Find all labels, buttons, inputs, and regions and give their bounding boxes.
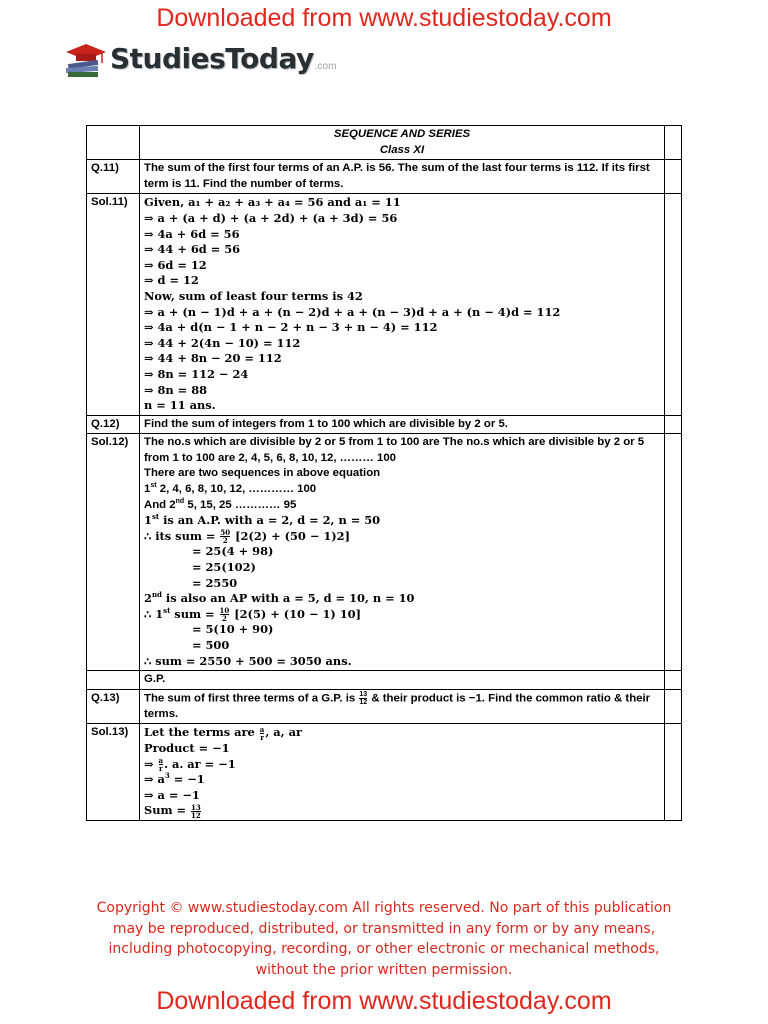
page-title: SEQUENCE AND SERIES — [333, 128, 471, 140]
solution-line: There are two sequences in above equation — [144, 467, 381, 480]
table-header-row — [87, 126, 682, 160]
solution-line: Product = −1 — [144, 741, 230, 756]
solution-line: ⇒ 4a + 6d = 56 — [144, 226, 240, 241]
solution-line: Given, a₁ + a₂ + a₃ + a₄ = 56 and a₁ = 11 — [144, 195, 401, 210]
fraction: $\frac{10}{2}$ — [219, 606, 230, 624]
solution-line: ∴ 1st sum = $\frac{10}{2}$ [2(5) + (10 − 1) 10] — [144, 606, 361, 624]
solution-line: ⇒ a + (a + d) + (a + 2d) + (a + 3d) = 56 — [144, 210, 398, 225]
solution-line: ⇒ 4a + d(n − 1 + n − 2 + n − 3 + n − 4) = 112 — [144, 320, 438, 335]
solution-line: And 2nd 5, 15, 25 ………… 95 — [144, 497, 297, 511]
top-download-banner: Downloaded from www.studiestoday.com — [156, 4, 612, 32]
solution-line: = 5(10 + 90) — [192, 622, 274, 637]
question-text: Find the sum of integers from 1 to 100 which are divisible by 2 or 5. — [140, 415, 665, 434]
solution-line: 2nd is also an AP with a = 5, d = 10, n = 10 — [144, 590, 415, 606]
books-mortarboard-icon — [62, 38, 108, 78]
solution-line: ⇒ 44 + 2(4n − 10) = 112 — [144, 335, 301, 350]
qa-table — [86, 125, 682, 821]
copyright-notice: Copyright © www.studiestoday.com All rights reserved. No part of this publication may be reproduced, distributed, or transmitted in any form or by any means, including photocopying, recording, or other electronic or mechanical methods, without the prior written permission. — [96, 900, 672, 978]
question-label: Q.12) — [87, 415, 140, 434]
section-heading: G.P. — [140, 671, 665, 690]
solution-line: = 500 — [192, 638, 230, 652]
solution-line: ⇒ 44 + 8n − 20 = 112 — [144, 351, 282, 366]
question-label: Q.13) — [87, 689, 140, 724]
table-row — [87, 689, 682, 724]
table-row — [87, 671, 682, 690]
solution-line: ⇒ $\frac{a}{r}$ . a. ar = −1 — [144, 756, 236, 774]
solution-body — [140, 724, 665, 821]
page-subtitle: Class XI — [379, 143, 425, 156]
solution-line: ⇒ 8n = 112 − 24 — [144, 366, 249, 381]
solution-line: Let the terms are $\frac{a}{r}$ , a, ar — [144, 724, 302, 742]
table-row — [87, 434, 682, 671]
logo-wordmark: StudiesToday — [110, 41, 314, 75]
solution-body — [140, 194, 665, 415]
solution-body — [140, 434, 665, 671]
solution-line: n = 11 ans. — [144, 398, 216, 413]
table-row — [87, 415, 682, 434]
solution-line: Now, sum of least four terms is 42 — [144, 288, 363, 303]
solution-line: 1st is an A.P. with a = 2, d = 2, n = 50 — [144, 512, 381, 528]
solution-label: Sol.12) — [87, 434, 140, 671]
solution-line: = 25(4 + 98) — [192, 544, 274, 559]
solution-line: 1st 2, 4, 6, 8, 10, 12, ………… 100 — [144, 482, 317, 496]
table-row — [87, 160, 682, 194]
solution-line: ⇒ a = −1 — [144, 787, 200, 802]
fraction: $\frac{50}{2}$ — [220, 528, 231, 546]
solution-line: ⇒ 44 + 6d = 56 — [144, 242, 241, 257]
solution-label: Sol.11) — [87, 194, 140, 415]
fraction: $\frac{a}{r}$ — [259, 724, 265, 742]
fraction: $\frac{13}{12}$ — [191, 802, 201, 820]
solution-line: ⇒ a + (n − 1)d + a + (n − 2)d + a + (n − 3)d + a + (n − 4)d = 112 — [144, 304, 561, 319]
studiestoday-logo — [62, 38, 336, 78]
solution-line: ⇒ 6d = 12 — [144, 257, 207, 272]
solution-line: ⇒ d = 12 — [144, 273, 199, 288]
solution-line: = 2550 — [192, 575, 238, 590]
table-row — [87, 194, 682, 415]
table-row — [87, 724, 682, 821]
solution-line: ⇒ $a^3 = -1$ — [144, 771, 205, 787]
question-text: The sum of the first four terms of an A.P. is 56. The sum of the last four terms is 112. If its first term is 11. Find the number of terms. — [140, 160, 665, 194]
solution-label: Sol.13) — [87, 724, 140, 821]
solution-line: ⇒ 8n = 88 — [144, 382, 208, 397]
solution-line: ∴ sum = 2550 + 500 = 3050 ans. — [144, 653, 352, 668]
solution-line: Sum = $\frac{13}{12}$ — [144, 802, 201, 820]
fraction: $\frac{13}{12}$ — [359, 690, 368, 706]
solution-line: = 25(102) — [192, 560, 256, 575]
question-text: The sum of first three terms of a G.P. is $\frac{13}{12}$ & their product is −1. Find the common ratio & their terms. — [140, 689, 665, 724]
solution-line: ∴ its sum = $\frac{50}{2}$ [2(2) + (50 − 1)2] — [144, 528, 350, 546]
fraction: $\frac{a}{r}$ — [158, 756, 164, 774]
bottom-download-banner: Downloaded from www.studiestoday.com — [156, 987, 612, 1015]
solution-line: The no.s which are divisible by 2 or 5 from 1 to 100 are The no.s which are divisible by 2 or 5 from 1 to 100 are 2, 4, 5, 6, 8, 10, 12, ……… 100 — [144, 436, 645, 464]
logo-suffix: .com — [314, 61, 337, 72]
question-label: Q.11) — [87, 160, 140, 194]
